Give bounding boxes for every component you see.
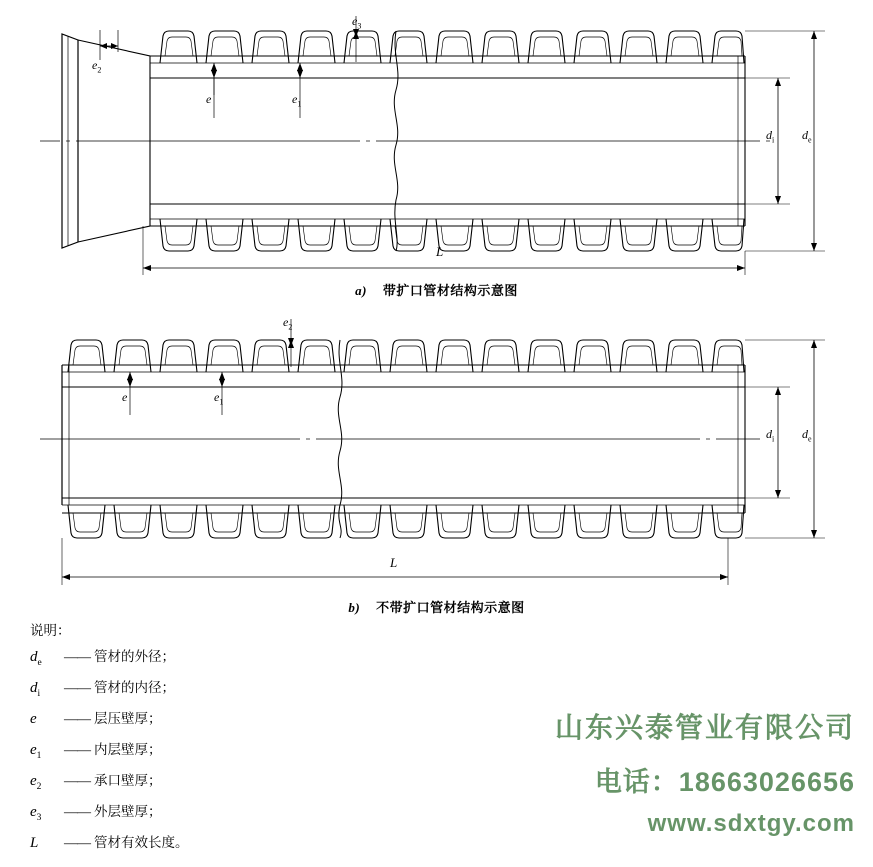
label-di-figure-b: $d_i$ (766, 427, 775, 444)
label-e-figure-b: e (122, 390, 128, 404)
label-di-figure-a: $d_i$ (766, 128, 775, 145)
watermark-phone: 电话：18663026656 (594, 767, 855, 797)
label-de-figure-b: $d_e$ (802, 427, 812, 444)
legend-dash: —— (64, 804, 90, 820)
label-e3-figure-a: $e_3$ (352, 14, 362, 31)
figure-b (0, 305, 873, 615)
label-e1-figure-a: $e_1$ (292, 92, 302, 109)
legend-symbol: $e_3$ (30, 803, 42, 823)
legend-symbol: $d_e$ (30, 648, 42, 668)
legend-dash: —— (64, 835, 90, 851)
legend-dash: —— (64, 711, 90, 727)
label-L-figure-b: L (390, 555, 398, 570)
figure-a (0, 0, 873, 298)
legend-text: 管材的内径； (94, 679, 175, 695)
legend-item (30, 774, 189, 793)
legend-dash: —— (64, 742, 90, 758)
label-e2-figure-b: $e_2$ (283, 315, 293, 332)
legend-item (30, 650, 189, 669)
legend-item (30, 681, 189, 700)
legend-item (30, 836, 189, 855)
legend-symbol: e (30, 710, 37, 727)
legend-symbol: $d_i$ (30, 679, 41, 699)
caption-figure-b: b) 不带扩口管材结构示意图 (348, 600, 525, 615)
legend-title: 说明： (30, 623, 71, 638)
legend-symbol: $e_1$ (30, 741, 42, 761)
legend-item (30, 712, 189, 731)
figure-b-drawing (0, 305, 873, 615)
legend-dash: —— (64, 680, 90, 696)
legend-text: 内层壁厚； (94, 741, 162, 757)
legend-text: 外层壁厚； (94, 803, 162, 819)
label-L-figure-a: L (436, 244, 444, 259)
legend-dash: —— (64, 773, 90, 789)
legend-text: 承口壁厚； (94, 772, 162, 788)
legend-symbol: L (30, 834, 39, 851)
legend-dash: —— (64, 649, 90, 665)
caption-figure-a: a) 带扩口管材结构示意图 (355, 283, 518, 298)
legend-text: 层压壁厚； (94, 710, 162, 726)
legend-item (30, 805, 189, 824)
label-e1-figure-b: $e_1$ (214, 390, 224, 407)
watermark-company: 山东兴泰管业有限公司 (554, 712, 855, 743)
legend (30, 624, 189, 867)
watermark-website: www.sdxtgy.com (647, 810, 855, 837)
legend-text: 管材的外径； (94, 648, 175, 664)
label-e2-figure-a: $e_2$ (92, 58, 102, 75)
label-e-figure-a: e (206, 92, 212, 106)
legend-item (30, 743, 189, 762)
legend-text: 管材有效长度。 (94, 834, 189, 850)
label-de-figure-a: $d_e$ (802, 128, 812, 145)
legend-symbol: $e_2$ (30, 772, 42, 792)
